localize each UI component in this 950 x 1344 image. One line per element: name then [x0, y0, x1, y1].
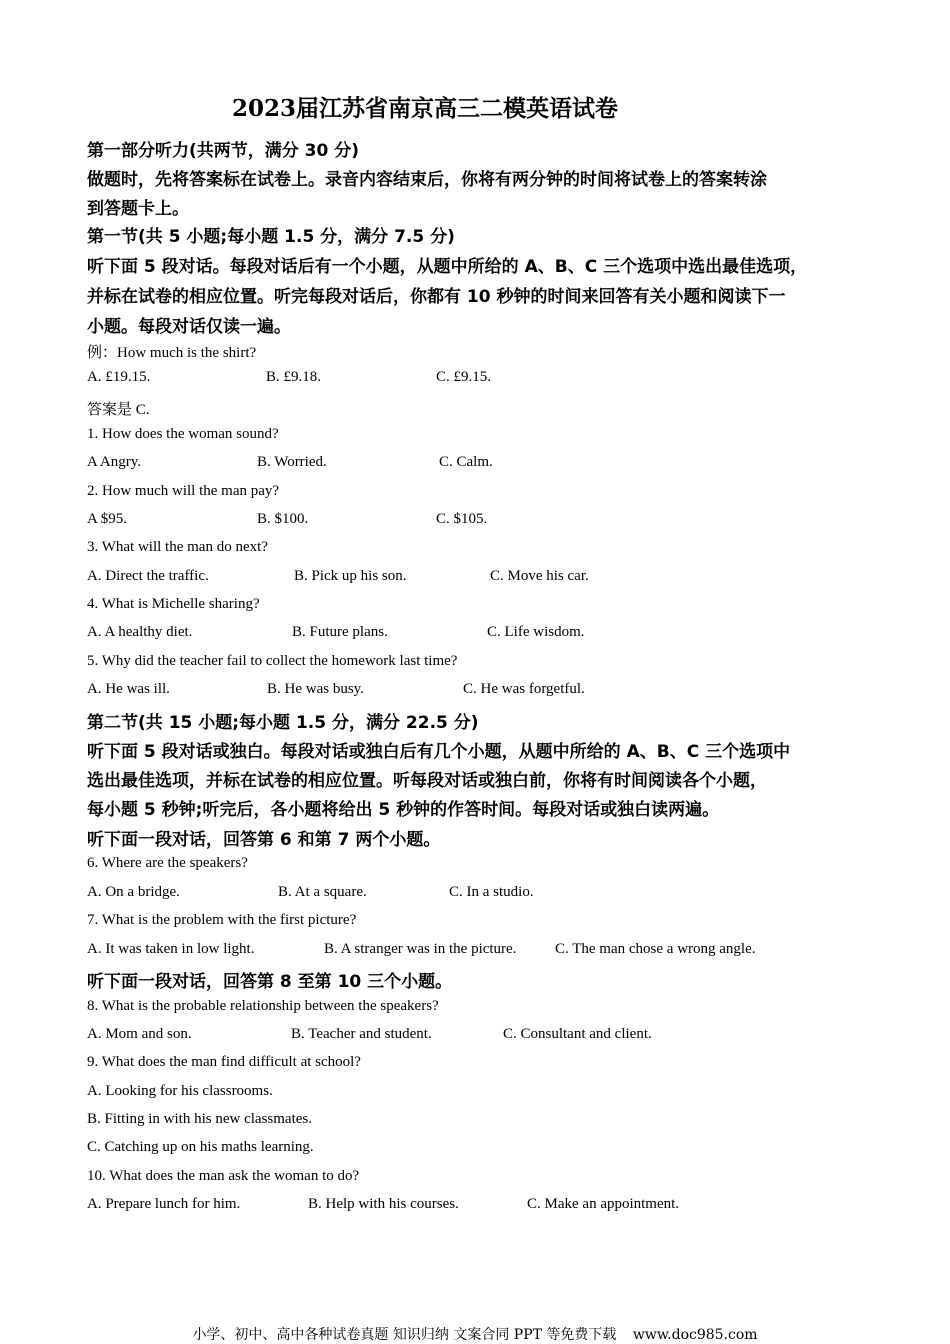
example-option-a: A. £19.15. — [87, 369, 151, 385]
q3-option-a: A. Direct the traffic. — [87, 568, 209, 584]
q5-option-c: C. He was forgetful. — [463, 681, 585, 697]
example-answer: 答案是 C. — [87, 402, 150, 418]
q4-option-b: B. Future plans. — [292, 624, 388, 640]
dialog2-header: 听下面一段对话，回答第 8 至第 10 三个小题。 — [87, 972, 453, 992]
q8-option-a: A. Mom and son. — [87, 1026, 192, 1042]
q5-option-a: A. He was ill. — [87, 681, 170, 697]
footer-text: 小学、初中、高中各种试卷真题 知识归纳 文案合同 PPT 等免费下载 — [192, 1327, 617, 1343]
section2-instruction-line: 每小题 5 秒钟;听完后，各小题将给出 5 秒钟的作答时间。每段对话或独白读两遍。 — [87, 800, 720, 820]
example-option-b: B. £9.18. — [266, 369, 322, 385]
question-8: 8. What is the probable relationship between the speakers? — [87, 998, 439, 1014]
question-3: 3. What will the man do next? — [87, 539, 268, 555]
q9-option-a: A. Looking for his classrooms. — [87, 1083, 273, 1099]
q3-option-b: B. Pick up his son. — [294, 568, 407, 584]
q6-option-c: C. In a studio. — [449, 884, 534, 900]
section2-instruction-line: 选出最佳选项，并标在试卷的相应位置。听每段对话或独白前，你将有时间阅读各个小题， — [87, 771, 767, 791]
part1-header: 第一部分听力(共两节，满分 30 分) — [87, 141, 360, 161]
q8-option-b: B. Teacher and student. — [291, 1026, 432, 1042]
section1-instruction-line: 并标在试卷的相应位置。听完每段对话后，你都有 10 秒钟的时间来回答有关小题和阅读下一 — [87, 287, 786, 307]
q8-option-c: C. Consultant and client. — [503, 1026, 652, 1042]
question-6: 6. Where are the speakers? — [87, 855, 248, 871]
q2-option-a: A $95. — [87, 511, 128, 527]
dialog1-header: 听下面一段对话，回答第 6 和第 7 两个小题。 — [87, 830, 441, 850]
q6-option-a: A. On a bridge. — [87, 884, 180, 900]
footer — [0, 1324, 950, 1344]
footer-link[interactable]: www.doc985.com — [632, 1327, 758, 1343]
q7-option-b: B. A stranger was in the picture. — [324, 941, 517, 957]
q7-option-c: C. The man chose a wrong angle. — [555, 941, 756, 957]
part1-instruction-line: 做题时，先将答案标在试卷上。录音内容结束后，你将有两分钟的时间将试卷上的答案转涂 — [87, 170, 767, 190]
example-question: 例：How much is the shirt? — [87, 345, 257, 361]
q2-option-c: C. $105. — [436, 511, 488, 527]
section1-instruction-line: 小题。每段对话仅读一遍。 — [87, 317, 291, 337]
q4-option-a: A. A healthy diet. — [87, 624, 193, 640]
question-9: 9. What does the man find difficult at school? — [87, 1054, 361, 1070]
question-5: 5. Why did the teacher fail to collect the homework last time? — [87, 653, 458, 669]
q10-option-b: B. Help with his courses. — [308, 1196, 459, 1212]
question-2: 2. How much will the man pay? — [87, 483, 280, 499]
question-4: 4. What is Michelle sharing? — [87, 596, 260, 612]
part1-instruction-line: 到答题卡上。 — [87, 199, 189, 219]
page-title: 2023届江苏省南京高三二模英语试卷 — [231, 95, 618, 122]
question-1: 1. How does the woman sound? — [87, 426, 279, 442]
section1-instruction-line: 听下面 5 段对话。每段对话后有一个小题，从题中所给的 A、B、C 三个选项中选出最佳选项， — [87, 257, 808, 277]
question-7: 7. What is the problem with the first picture? — [87, 912, 357, 928]
q6-option-b: B. At a square. — [278, 884, 367, 900]
q9-option-c: C. Catching up on his maths learning. — [87, 1139, 314, 1155]
q10-option-a: A. Prepare lunch for him. — [87, 1196, 241, 1212]
question-10: 10. What does the man ask the woman to do? — [87, 1168, 360, 1184]
q1-option-b: B. Worried. — [257, 454, 327, 470]
q1-option-c: C. Calm. — [439, 454, 493, 470]
section2-header: 第二节(共 15 小题;每小题 1.5 分，满分 22.5 分) — [87, 713, 479, 733]
example-option-c: C. £9.15. — [436, 369, 492, 385]
q4-option-c: C. Life wisdom. — [487, 624, 585, 640]
q5-option-b: B. He was busy. — [267, 681, 364, 697]
q10-option-c: C. Make an appointment. — [527, 1196, 680, 1212]
q1-option-a: A Angry. — [87, 454, 142, 470]
q3-option-c: C. Move his car. — [490, 568, 589, 584]
section1-header: 第一节(共 5 小题;每小题 1.5 分，满分 7.5 分) — [87, 227, 455, 247]
q2-option-b: B. $100. — [257, 511, 309, 527]
q7-option-a: A. It was taken in low light. — [87, 941, 255, 957]
section2-instruction-line: 听下面 5 段对话或独白。每段对话或独白后有几个小题，从题中所给的 A、B、C 三个选项中 — [87, 742, 791, 762]
q9-option-b: B. Fitting in with his new classmates. — [87, 1111, 312, 1127]
